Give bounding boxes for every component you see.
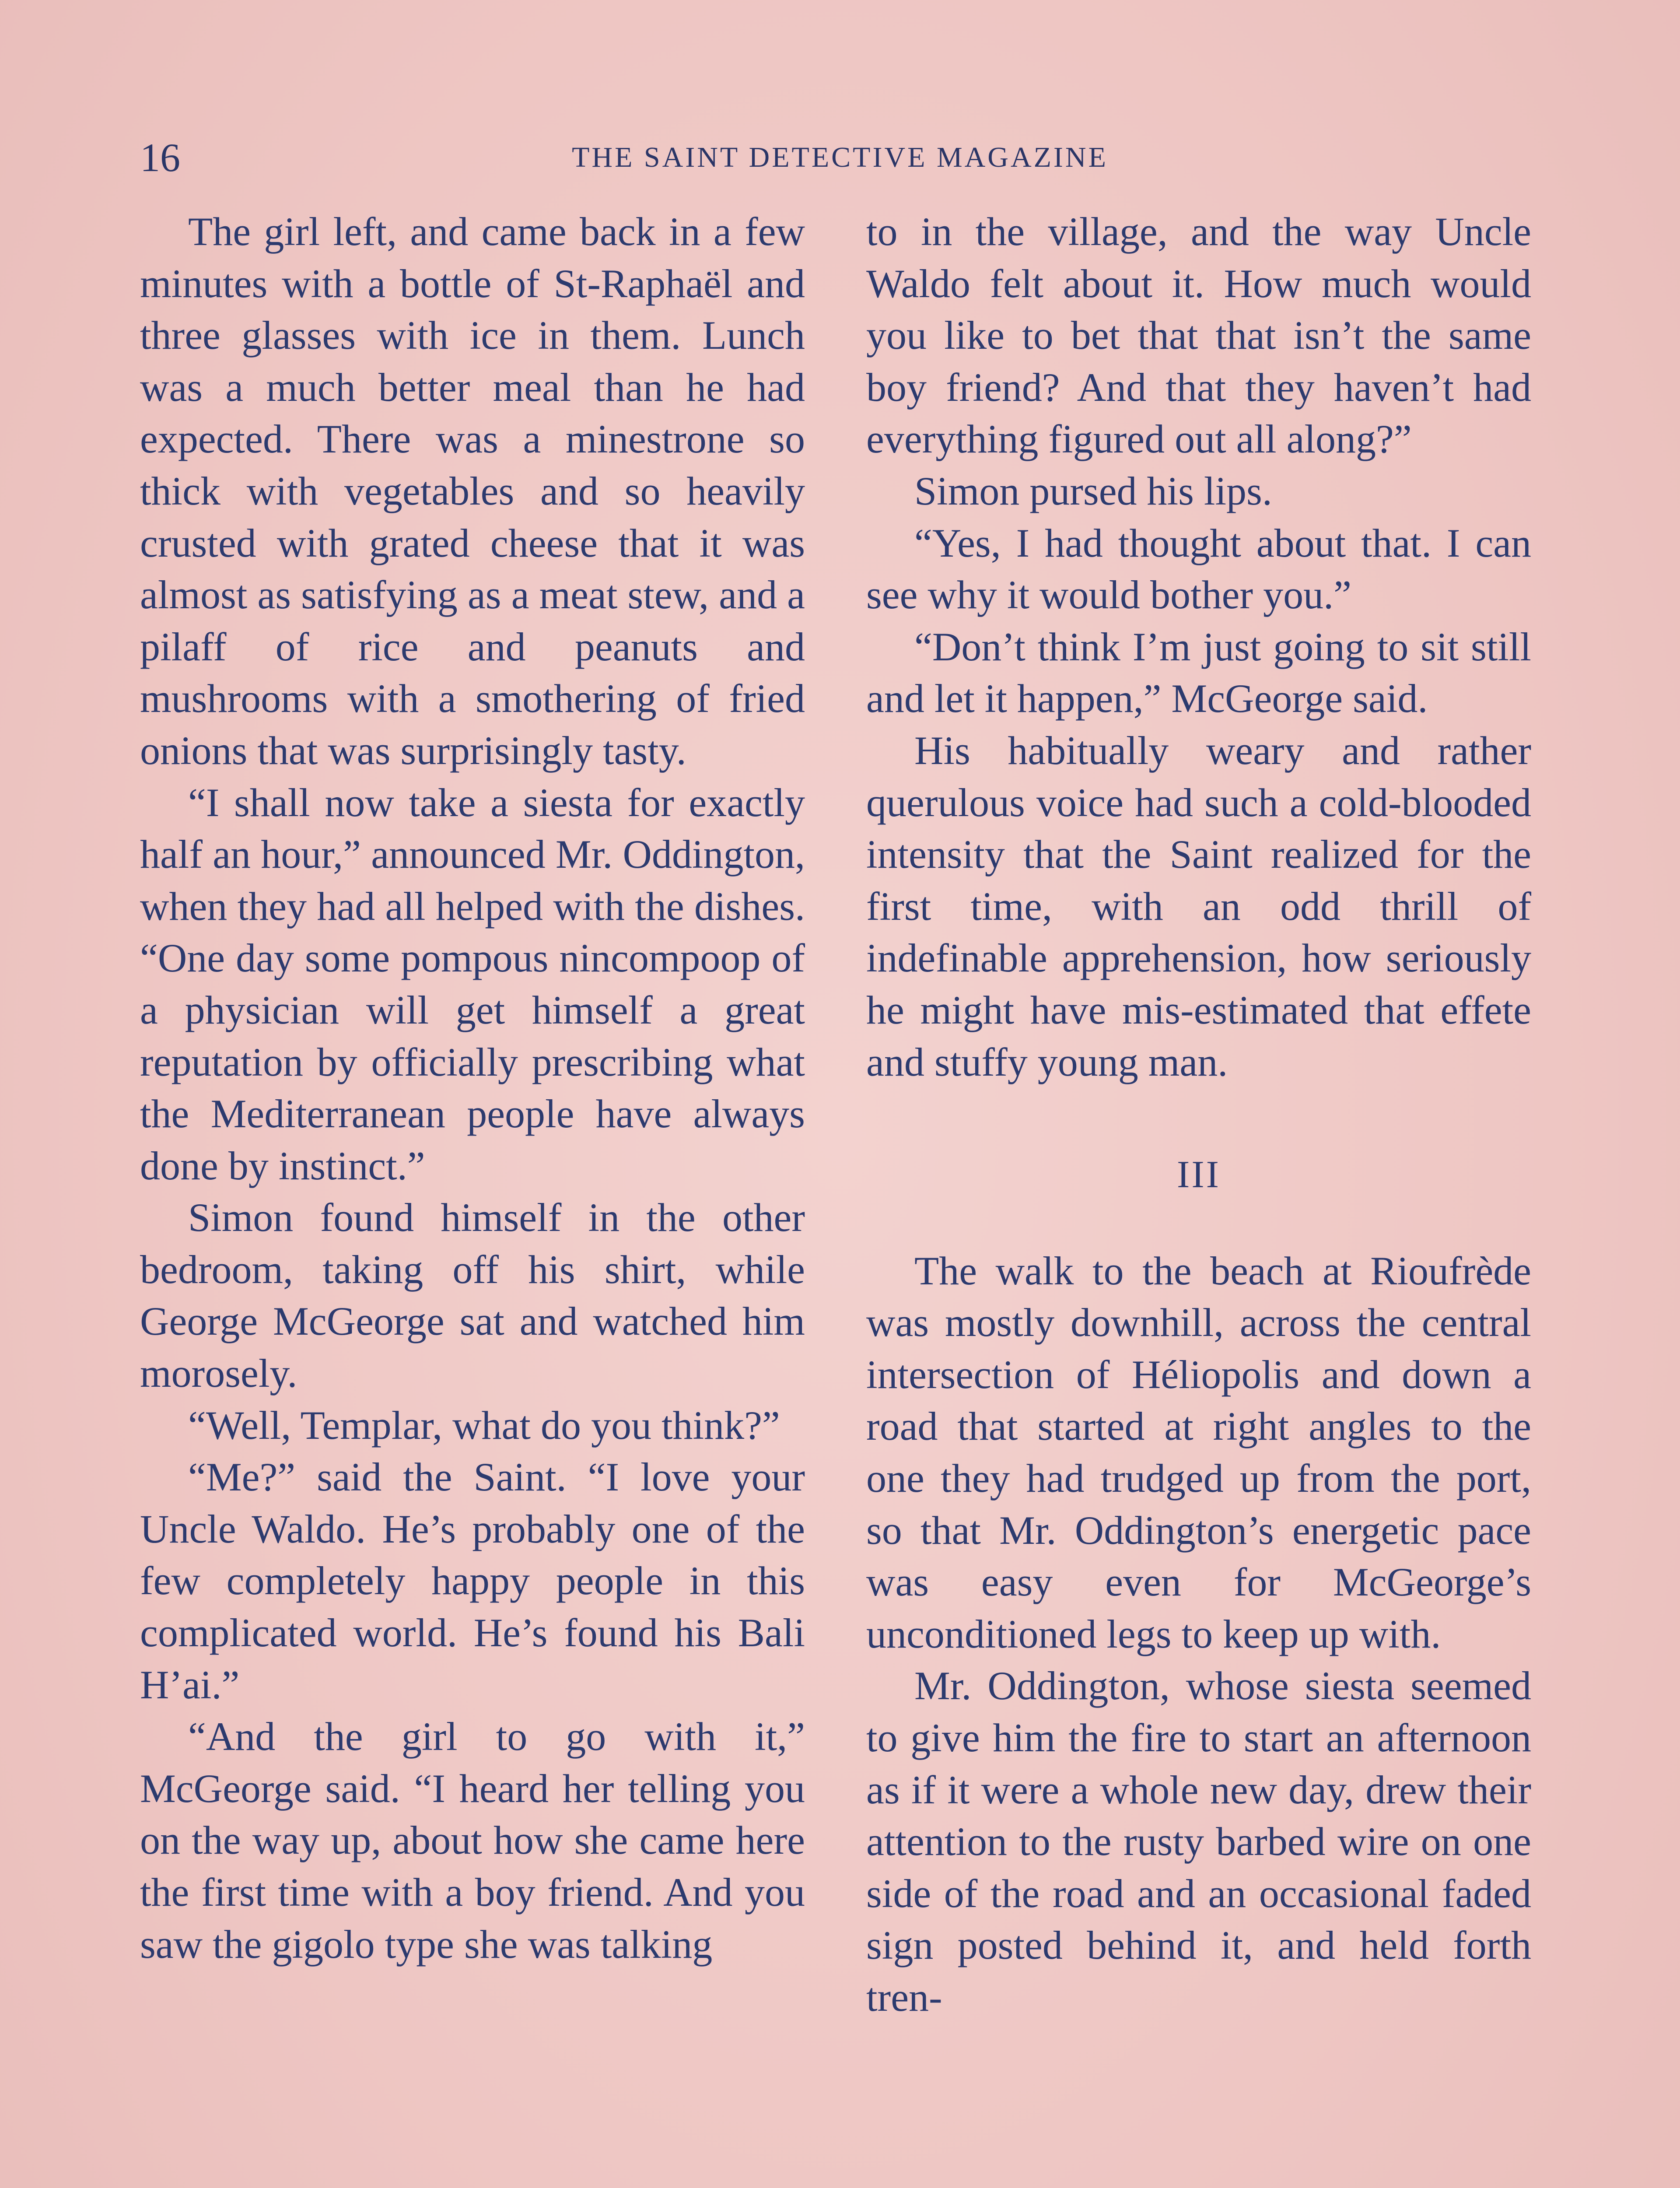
page-header	[140, 131, 1540, 184]
right-column	[866, 206, 1531, 2188]
paragraph: His habitually weary and rather querulous voice had such a cold-blooded intensity that the Saint realized for the first time, with an odd thrill of indefinable apprehension, how seriously he might have mis-estimated that effete and stuffy young man.	[866, 728, 1531, 1084]
paragraph: The walk to the beach at Rioufrède was mostly downhill, across the central intersection of Héliopolis and down a road that started at right angles to the one they had trudged up from the port, so that Mr. Oddington’s energetic pace was easy even for McGeorge’s unconditioned legs to keep up with.	[866, 1248, 1531, 1656]
page-number: 16	[140, 135, 180, 180]
paragraph: The girl left, and came back in a few minutes with a bottle of St-Raphaël and three glasses with ice in them. Lunch was a much better meal than he had expected. There was a minestrone so thick with vegetables and so heavily crusted with grated cheese that it was almost as satisfying as a meat stew, and a pilaff of rice and peanuts and mushrooms with a smothering of fried onions that was surprisingly tasty.	[140, 209, 805, 773]
left-column	[140, 206, 805, 2188]
paragraph: “And the girl to go with it,” McGeorge said. “I heard her telling you on the way up, about how she came here the first time with a boy friend. And you saw the gigolo type she was talking	[140, 1714, 805, 1967]
paragraph: Simon pursed his lips.	[914, 468, 1272, 513]
paragraph: to in the village, and the way Uncle Waldo felt about it. How much would you like to bet that that isn’t the same boy friend? And that they haven’t had everything figured out all along?”	[866, 209, 1531, 462]
paragraph: “Well, Templar, what do you think?”	[188, 1403, 780, 1448]
paragraph: Simon found himself in the other bedroom, taking off his shirt, while George McGeorge sat and watched him morosely.	[140, 1195, 805, 1396]
running-title: THE SAINT DETECTIVE MAGAZINE	[572, 141, 1108, 173]
paragraph: “Yes, I had thought about that. I can see why it would bother you.”	[866, 520, 1531, 617]
text-columns	[140, 206, 1540, 2188]
paragraph: “Me?” said the Saint. “I love your Uncle Waldo. He’s probably one of the few completely happy people in this complicated world. He’s found his Bali H’ai.”	[140, 1455, 805, 1707]
section-heading: III	[1177, 1154, 1221, 1196]
paragraph: Mr. Oddington, whose siesta seemed to give him the fire to start an afternoon as if it were a whole new day, drew their attention to the rusty barbed wire on one side of the road and an occasional faded sign posted behind it, and held forth tren-	[866, 1663, 1531, 2020]
paragraph: “I shall now take a siesta for exactly half an hour,” announced Mr. Oddington, when they had all helped with the dishes. “One day some pompous nincompoop of a physician will get himself a great reputation by officially prescribing what the Mediterranean people have always done by instinct.”	[140, 780, 805, 1188]
paragraph: “Don’t think I’m just going to sit still and let it happen,” McGeorge said.	[866, 624, 1531, 721]
